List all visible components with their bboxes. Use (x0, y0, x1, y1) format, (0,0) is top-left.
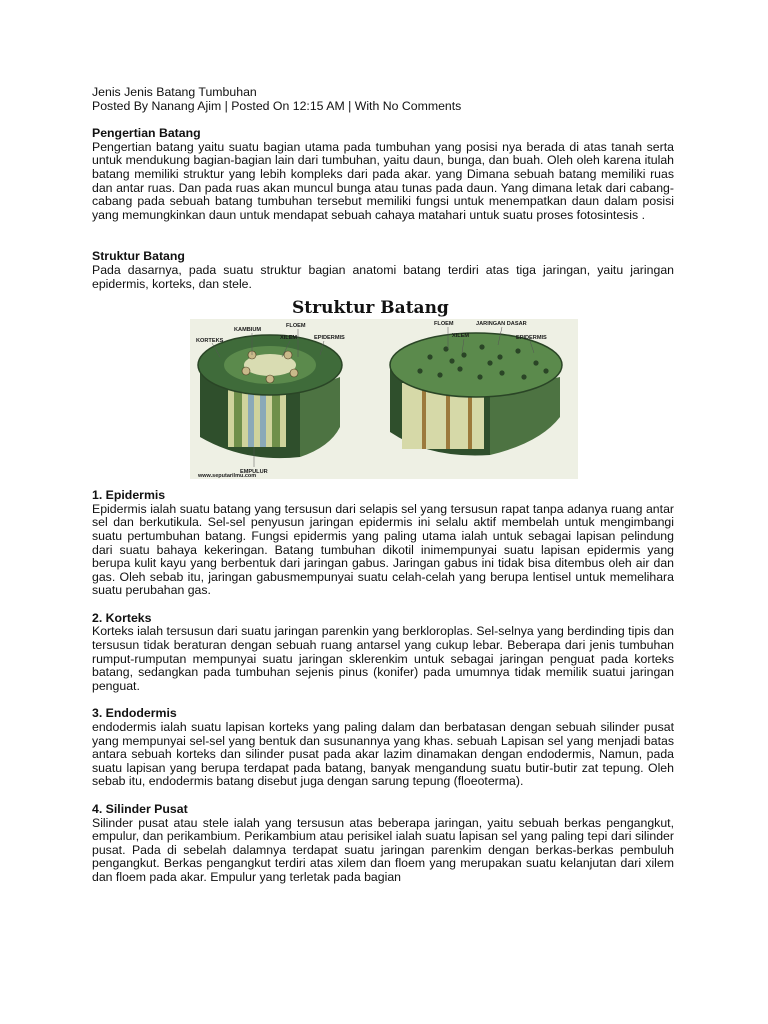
section-heading: 2. Korteks (92, 610, 152, 625)
label-korteks: KORTEKS (196, 338, 224, 345)
section-heading: 1. Epidermis (92, 488, 166, 503)
section-pengertian (92, 127, 674, 222)
label-kambium: KAMBIUM (234, 327, 262, 334)
section-body: endodermis ialah suatu lapisan korteks yang paling dalam dan berbatasan dengan sebuah silinder pusat yang mempunyai sel-sel yang bentuk dan susunannya yang khas. sebuah Lapisan sel yang menjadi batas antara sebuah korteks dan silinder pusat pada akar lazim dinamakan dengan endodermis, Namun, pada suatu lapisan yang berupa terdapat pada batang, banyak mengandung suatu butir-butir zat tepung. Oleh sebab itu, endodermis batang disebut juga dengan sarung tepung (floeoterma). (92, 720, 674, 789)
label-floem-left: FLOEM (286, 323, 306, 330)
section-body: Pengertian batang yaitu suatu bagian utama pada tumbuhan yang posisi nya berada di atas tanah serta untuk mendukung bagian-bagian lain dari tumbuhan, yaitu daun, bunga, dan buah. Oleh oleh karena itulah batang memiliki struktur yang lebih kompleks dari pada akar. yang Dimana sebuah batang memiliki ruas dan antar ruas. Dan pada ruas akan muncul bunga atau tunas pada daun. Yang dimana letak dari cabang-cabang pada sebuah batang tumbuhan tersebut memiliki fungsi untuk menempatkan daun dalam posisi yang memungkinkan daun untuk mendapat sebuah cahaya matahari untuk suatu proses fotosintesis . (92, 139, 674, 222)
label-xilem-right: XILEM (452, 333, 470, 340)
label-empulur: EMPULUR (240, 469, 268, 476)
monocot-stem-drawing (390, 333, 562, 456)
section-heading: Struktur Batang (92, 249, 185, 264)
section-endodermis (92, 707, 674, 789)
section-heading: 3. Endodermis (92, 706, 177, 721)
section-epidermis (92, 489, 674, 598)
article-title: Jenis Jenis Batang Tumbuhan (92, 85, 257, 99)
label-epidermis-right: EPIDERMIS (516, 335, 547, 342)
section-body: Silinder pusat atau stele ialah yang tersusun atas beberapa jaringan, yaitu sebuah berkas pengangkut, empulur, dan perikambium. Perikambium atau perisikel ialah suatu lapisan sel yang paling tepi dari silinder pusat. Pada di sebelah dalamnya terdapat suatu jaringan parenkim dengan berkas-berkas pembuluh pengangkut. Berkas pengangkut terdiri atas xilem dan floem yang merupakan suatu kelanjutan dari xilem dan floem pada akar. Empulur yang terletak pada bagian (92, 815, 674, 884)
figure-credit: www.seputarilmu.com (198, 473, 257, 480)
section-body: Korteks ialah tersusun dari suatu jaringan parenkin yang berkloroplas. Sel-selnya yang berdinding tipis dan tersusun tidak beraturan dengan sebuah ruang antarsel yang cukup lebar. Beberapa dari jenis tumbuhan rumput-rumputan mempunyai suatu jaringan sklerenkim untuk sebagai jaringan penguat pada korteks batang, sedangkan pada tumbuhan sejenis pinus (konifer) pada umumnya tidak memilik suatui jaringan penguat. (92, 624, 674, 693)
section-body: Epidermis ialah suatu batang yang tersusun dari selapis sel yang tersusun rapat tanpa adanya ruang antar sel dan berkutikula. Sel-sel penyusun jaringan epidermis ini selalu aktif membelah untuk mengimbangi suatu pertumbuhan batang. Fungsi epidermis yang paling utama ialah untuk sebagai lapisan pelindung dari suatu bahaya kekeringan. Batang tumbuhan dikotil inimempunyai suatu lapisan epidermis yang berupa kulit kayu yang berbentuk dari jaringan gabus. Jaringan gabus ini tidak bisa ditembus oleh air dan gas. Oleh sebab itu, jaringan gabusmempunyai suatu celah-celah yang berupa lentisel untuk memelihara suatu perubahan gas. (92, 501, 674, 598)
label-floem-right: FLOEM (434, 321, 454, 328)
section-korteks (92, 612, 674, 694)
section-silinder-pusat (92, 803, 674, 885)
label-epidermis-left: EPIDERMIS (314, 335, 345, 342)
section-heading: Pengertian Batang (92, 126, 201, 141)
label-xilem-left: XILEM (280, 335, 298, 342)
section-body: Pada dasarnya, pada suatu struktur bagian anatomi batang terdiri atas tiga jaringan, yaitu jaringan epidermis, korteks, dan stele. (92, 262, 674, 291)
label-jaringan-dasar: JARINGAN DASAR (476, 321, 527, 328)
figure-title: Struktur Batang (292, 298, 449, 319)
stem-structure-illustration (190, 297, 578, 479)
post-meta: Posted By Nanang Ajim | Posted On 12:15 AM | With No Comments (92, 98, 462, 113)
section-struktur (92, 250, 674, 291)
section-heading: 4. Silinder Pusat (92, 802, 188, 816)
stem-structure-figure (190, 297, 578, 479)
article (92, 86, 674, 885)
